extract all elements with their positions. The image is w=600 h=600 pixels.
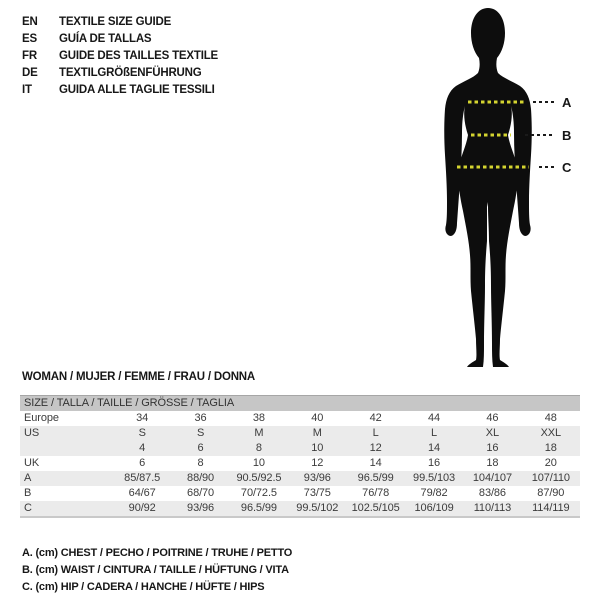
size-table xyxy=(20,395,580,518)
table-cell: M xyxy=(254,427,264,439)
table-row-label: US xyxy=(24,427,40,439)
table-cell: 44 xyxy=(428,412,441,424)
table-cell: 76/78 xyxy=(362,487,390,499)
table-cell: 102.5/105 xyxy=(351,502,400,514)
table-cell: 14 xyxy=(369,457,382,469)
table-cell: M xyxy=(312,427,322,439)
table-cell: 90.5/92.5 xyxy=(236,472,282,484)
language-title: GUÍA DE TALLAS xyxy=(59,32,152,45)
table-cell: 38 xyxy=(252,412,265,424)
table-cell: S xyxy=(138,427,146,439)
table-row xyxy=(20,456,580,471)
table-cell: 10 xyxy=(311,442,324,454)
table-cell: 6 xyxy=(139,457,146,469)
table-cell: 99.5/103 xyxy=(413,472,456,484)
table-cell: XXL xyxy=(540,427,562,439)
language-code: DE xyxy=(22,66,38,79)
table-cell: 6 xyxy=(197,442,204,454)
table-cell: 20 xyxy=(544,457,557,469)
table-cell: 88/90 xyxy=(187,472,215,484)
language-list xyxy=(22,13,218,98)
table-row xyxy=(20,411,580,426)
table-cell: S xyxy=(196,427,205,439)
table-cell: 36 xyxy=(194,412,207,424)
table-cell: 68/70 xyxy=(187,487,215,499)
table-row xyxy=(20,486,580,501)
language-title: TEXTILE SIZE GUIDE xyxy=(59,15,172,28)
table-cell: 73/75 xyxy=(303,487,331,499)
chest-marker-label: A xyxy=(562,95,572,110)
legend-line: A. (cm) CHEST / PECHO / POITRINE / TRUHE / PETTO xyxy=(22,547,293,559)
table-cell: 42 xyxy=(369,412,382,424)
language-code: FR xyxy=(22,49,37,62)
table-cell: 16 xyxy=(428,457,441,469)
table-row-label xyxy=(20,441,113,456)
language-code: EN xyxy=(22,15,38,28)
legend-line: C. (cm) HIP / CADERA / HANCHE / HÜFTE / HIPS xyxy=(22,581,265,593)
size-table-header: SIZE / TALLA / TAILLE / GRÖSSE / TAGLIA xyxy=(20,396,580,411)
table-cell: 64/67 xyxy=(128,487,156,499)
table-cell: 18 xyxy=(544,442,557,454)
table-cell: 99.5/102 xyxy=(296,502,339,514)
table-cell: 110/113 xyxy=(473,502,512,514)
table-cell: 10 xyxy=(252,457,265,469)
waist-marker-label: B xyxy=(562,128,572,143)
language-title: GUIDE DES TAILLES TEXTILE xyxy=(59,49,218,62)
language-code: IT xyxy=(22,83,32,96)
table-cell: 96.5/99 xyxy=(240,502,277,514)
language-title: GUIDA ALLE TAGLIE TESSILI xyxy=(59,83,215,96)
language-row xyxy=(22,81,218,98)
table-row-label: UK xyxy=(24,457,40,469)
table-row xyxy=(20,426,580,441)
table-cell: 48 xyxy=(544,412,557,424)
language-code: ES xyxy=(22,32,37,45)
language-row xyxy=(22,13,218,30)
section-title: WOMAN / MUJER / FEMME / FRAU / DONNA xyxy=(22,371,256,383)
table-cell: 114/119 xyxy=(532,502,570,514)
table-cell: 93/96 xyxy=(303,472,331,484)
table-cell: 8 xyxy=(255,442,262,454)
size-table-body xyxy=(20,411,580,516)
legend-line: B. (cm) WAIST / CINTURA / TAILLE / HÜFTUNG / VITA xyxy=(22,564,289,576)
language-row xyxy=(22,30,218,47)
table-cell: L xyxy=(372,427,379,439)
table-cell: 14 xyxy=(428,442,441,454)
table-cell: 83/86 xyxy=(478,487,506,499)
language-title: TEXTILGRÖßENFÜHRUNG xyxy=(59,66,202,79)
table-cell: 46 xyxy=(486,412,499,424)
table-cell: 87/90 xyxy=(537,487,565,499)
language-row xyxy=(22,64,218,81)
table-cell: 40 xyxy=(311,412,324,424)
table-cell: 104/107 xyxy=(472,472,512,484)
table-row xyxy=(20,441,580,456)
table-cell: 85/87.5 xyxy=(124,472,161,484)
table-row-label: Europe xyxy=(24,412,59,424)
table-cell: 106/109 xyxy=(414,502,454,514)
hip-marker-label: C xyxy=(562,160,572,175)
woman-silhouette xyxy=(413,3,600,373)
table-cell: 34 xyxy=(136,412,149,424)
table-row-label: C xyxy=(24,502,32,514)
table-cell: 96.5/99 xyxy=(357,472,394,484)
table-cell: 12 xyxy=(311,457,324,469)
table-row xyxy=(20,471,580,486)
table-cell: 16 xyxy=(486,442,499,454)
table-cell: 18 xyxy=(486,457,499,469)
table-cell: 12 xyxy=(369,442,382,454)
table-row-label: B xyxy=(24,487,32,499)
table-cell: 107/110 xyxy=(531,472,570,484)
language-row xyxy=(22,47,218,64)
table-cell: 70/72.5 xyxy=(240,487,277,499)
table-cell: 93/96 xyxy=(187,502,215,514)
table-cell: 79/82 xyxy=(420,487,448,499)
table-row xyxy=(20,501,580,516)
table-cell: XL xyxy=(485,427,500,439)
table-cell: 90/92 xyxy=(128,502,156,514)
measurement-legend xyxy=(22,545,292,596)
table-row-label: A xyxy=(24,472,32,484)
table-cell: 4 xyxy=(139,442,146,454)
table-cell: L xyxy=(431,427,438,439)
table-cell: 8 xyxy=(197,457,204,469)
woman-body-shape xyxy=(444,8,532,367)
